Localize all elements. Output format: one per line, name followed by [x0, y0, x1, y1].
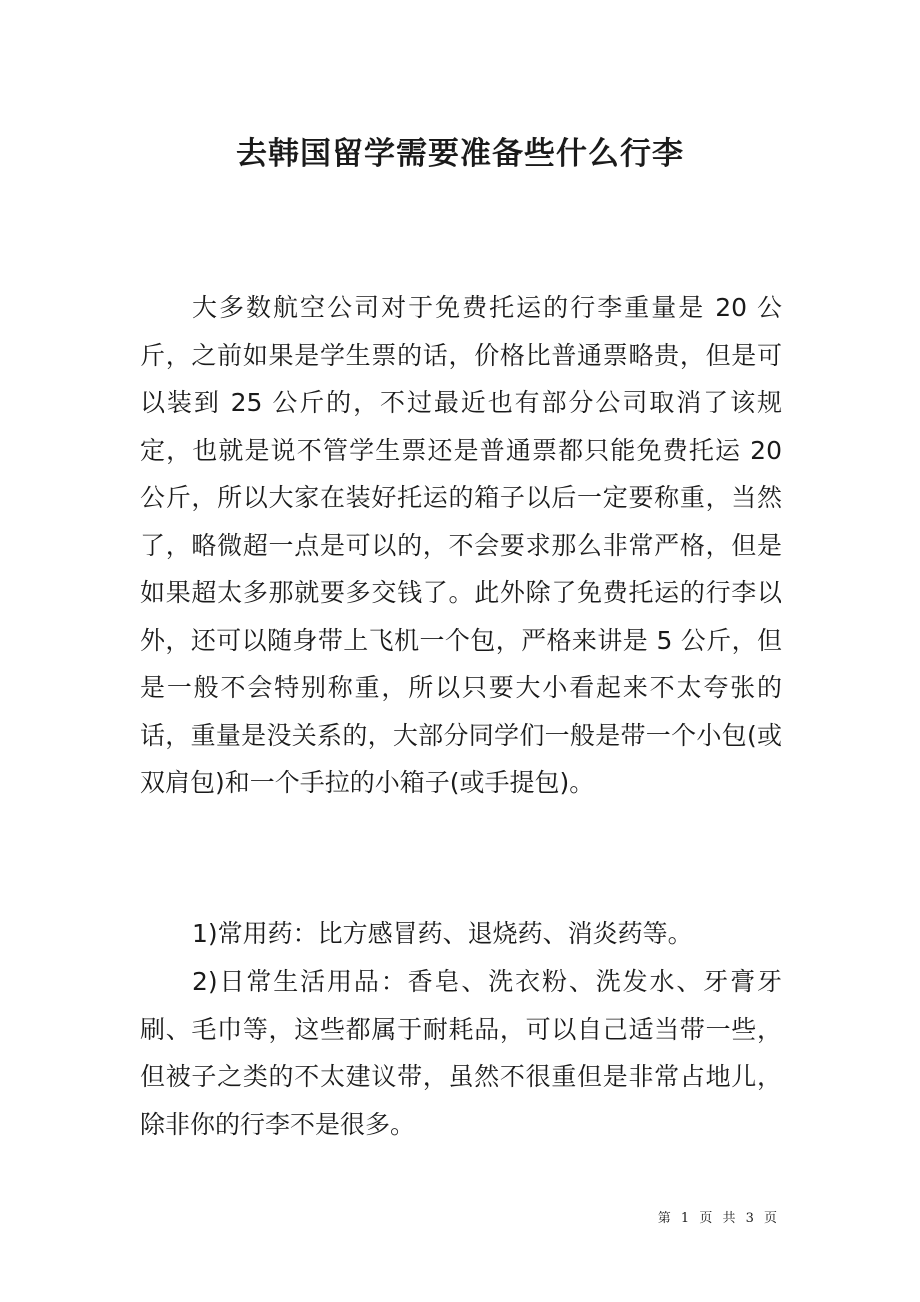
paragraph-daily-supplies: 2)日常生活用品：香皂、洗衣粉、洗发水、牙膏牙刷、毛巾等，这些都属于耐耗品，可以自己适当带一些，但被子之类的不太建议带，虽然不很重但是非常占地儿，除非你的行李不是很多。 [140, 967, 782, 1139]
page-number-footer: 第 1 页 共 3 页 [657, 1211, 780, 1226]
document-title: 去韩国留学需要准备些什么行李 [236, 136, 684, 172]
paragraph-medicine: 1)常用药：比方感冒药、退烧药、消炎药等。 [192, 919, 693, 948]
paragraph-luggage-weight: 大多数航空公司对于免费托运的行李重量是 20 公斤，之前如果是学生票的话，价格比普通票略贵，但是可以装到 25 公斤的，不过最近也有部分公司取消了该规定，也就是说不管学生票还是普通票都只能免费托运 20 公斤，所以大家在装好托运的箱子以后一定要称重，当然了，略微超一点是可以的，不会要求那么非常严格，但是如果超太多那就要多交钱了。此外除了免费托运的行李以外，还可以随身带上飞机一个包，严格来讲是 5 公斤，但是一般不会特别称重，所以只要大小看起来不太夸张的话，重量是没关系的，大部分同学们一般是带一个小包(或双肩包)和一个手拉的小箱子(或手提包)。 [140, 293, 782, 797]
